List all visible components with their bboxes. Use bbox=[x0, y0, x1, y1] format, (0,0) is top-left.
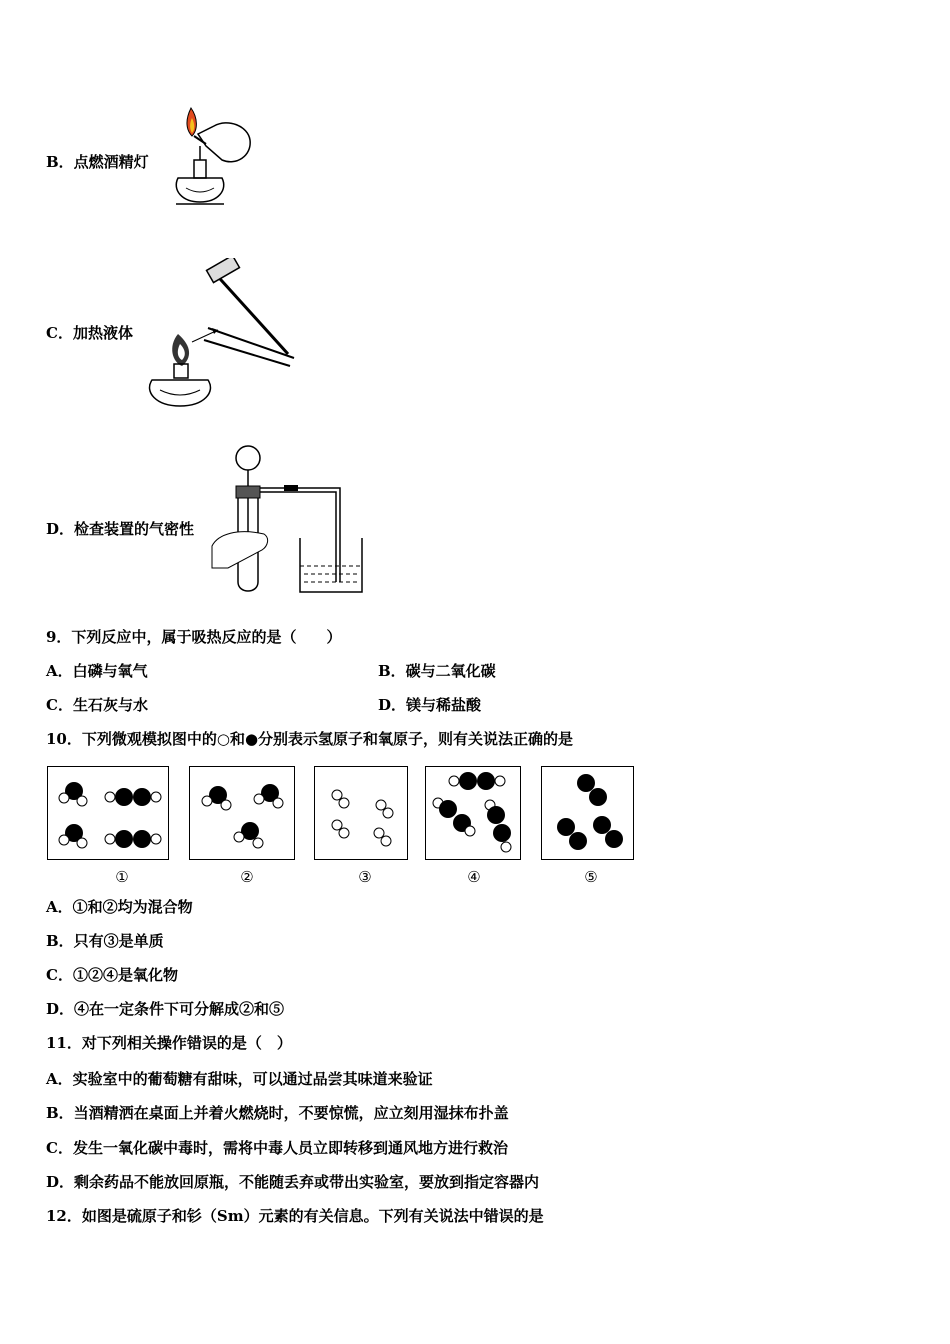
q10-option-d: D．④在一定条件下可分解成②和⑤ bbox=[46, 1000, 285, 1018]
q9-stem: 9．下列反应中，属于吸热反应的是（ ） bbox=[46, 628, 342, 646]
box-label-1: ① bbox=[115, 868, 129, 886]
q10-option-a: A．①和②均为混合物 bbox=[46, 898, 193, 916]
q9-option-c: C．生石灰与水 bbox=[46, 696, 148, 714]
q10-stem: 10．下列微观模拟图中的○和●分别表示氢原子和氧原子，则有关说法正确的是 bbox=[46, 730, 574, 748]
box-label-2: ② bbox=[240, 868, 254, 886]
q11-option-b: B．当酒精洒在桌面上并着火燃烧时，不要惊慌，应立刻用湿抹布扑盖 bbox=[46, 1104, 509, 1122]
q8-option-c: C．加热液体 bbox=[46, 324, 133, 342]
box-label-5: ⑤ bbox=[584, 868, 598, 886]
q8-option-d: D．检查装置的气密性 bbox=[46, 520, 195, 538]
q11-option-d: D．剩余药品不能放回原瓶，不能随丢弃或带出实验室，要放到指定容器内 bbox=[46, 1173, 540, 1191]
molecule-box-4 bbox=[425, 766, 521, 860]
heating-liquid-illustration bbox=[138, 258, 300, 416]
q11-option-c: C．发生一氧化碳中毒时，需将中毒人员立即转移到通风地方进行救治 bbox=[46, 1139, 508, 1157]
molecule-box-1 bbox=[47, 766, 169, 860]
q12-stem: 12．如图是硫原子和钐（Sm）元素的有关信息。下列有关说法中错误的是 bbox=[46, 1207, 544, 1225]
q8-option-b: B．点燃酒精灯 bbox=[46, 153, 149, 171]
lighting-alcohol-lamp-illustration bbox=[158, 100, 258, 212]
molecule-box-2 bbox=[189, 766, 295, 860]
q11-stem: 11．对下列相关操作错误的是（ ） bbox=[46, 1034, 292, 1052]
molecule-box-5 bbox=[541, 766, 634, 860]
box-label-3: ③ bbox=[358, 868, 372, 886]
q10-option-b: B．只有③是单质 bbox=[46, 932, 164, 950]
q9-option-b: B．碳与二氧化碳 bbox=[378, 662, 496, 680]
q11-option-a: A．实验室中的葡萄糖有甜味，可以通过品尝其味道来验证 bbox=[46, 1070, 433, 1088]
airtightness-check-illustration bbox=[208, 442, 368, 598]
q10-option-c: C．①②④是氧化物 bbox=[46, 966, 178, 984]
box-label-4: ④ bbox=[467, 868, 481, 886]
q9-option-d: D．镁与稀盐酸 bbox=[378, 696, 482, 714]
molecule-box-3 bbox=[314, 766, 408, 860]
q9-option-a: A．白磷与氧气 bbox=[46, 662, 148, 680]
